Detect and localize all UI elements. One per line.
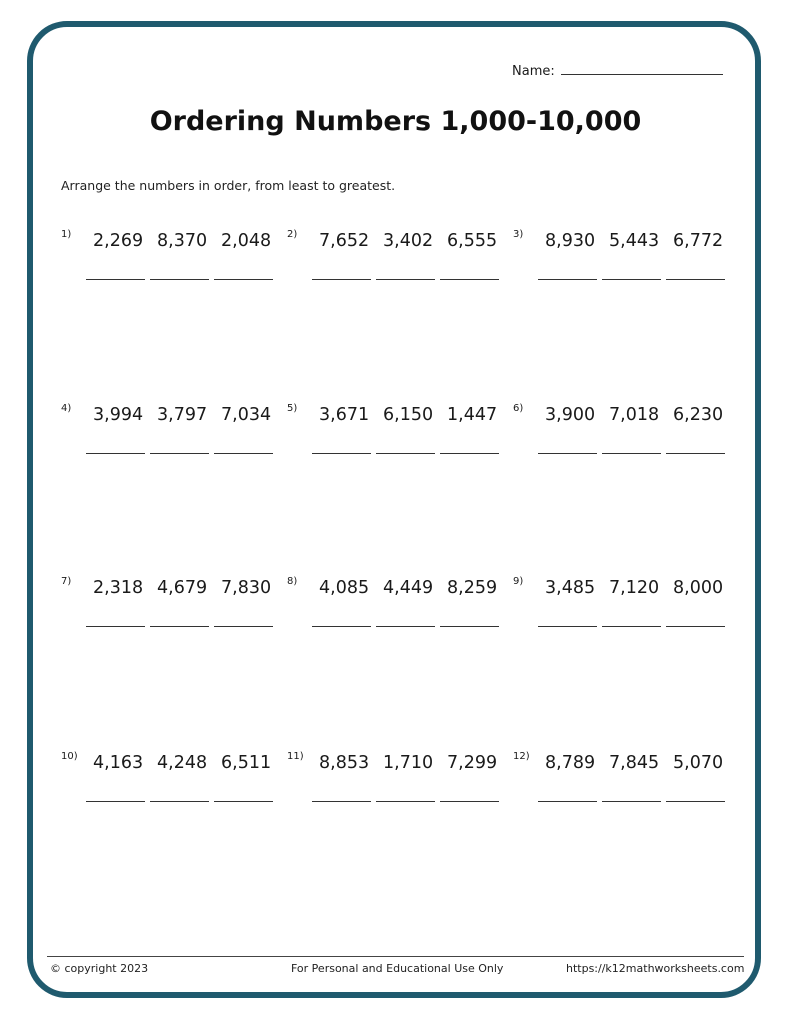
problem-value: 7,120 bbox=[609, 578, 660, 598]
problem-value: 8,259 bbox=[447, 578, 498, 598]
problem-number: 6) bbox=[513, 403, 524, 414]
problem-value: 6,230 bbox=[673, 405, 724, 425]
problem-value: 7,652 bbox=[319, 231, 370, 251]
problem-value: 5,070 bbox=[673, 753, 724, 773]
answer-blank[interactable] bbox=[440, 626, 499, 627]
problem-value: 4,085 bbox=[319, 578, 370, 598]
problem-value: 3,402 bbox=[383, 231, 434, 251]
answer-blank[interactable] bbox=[214, 801, 273, 802]
name-field bbox=[512, 62, 723, 79]
problem-number: 4) bbox=[61, 403, 72, 414]
problem-number: 11) bbox=[287, 751, 304, 762]
footer-usage: For Personal and Educational Use Only bbox=[291, 962, 504, 975]
problem-value: 2,048 bbox=[221, 231, 272, 251]
answer-blank[interactable] bbox=[214, 279, 273, 280]
problem-value: 6,511 bbox=[221, 753, 272, 773]
problem-number: 2) bbox=[287, 229, 298, 240]
problem-value: 4,679 bbox=[157, 578, 208, 598]
answer-blank[interactable] bbox=[376, 801, 435, 802]
problem-value: 3,797 bbox=[157, 405, 208, 425]
answer-blank[interactable] bbox=[602, 279, 661, 280]
answer-blank[interactable] bbox=[150, 453, 209, 454]
problem-value: 2,318 bbox=[93, 578, 144, 598]
answer-blank[interactable] bbox=[86, 626, 145, 627]
problem-value: 8,370 bbox=[157, 231, 208, 251]
answer-blank[interactable] bbox=[312, 279, 371, 280]
page-border bbox=[27, 21, 761, 998]
answer-blank[interactable] bbox=[602, 801, 661, 802]
answer-blank[interactable] bbox=[312, 453, 371, 454]
problem-value: 8,789 bbox=[545, 753, 596, 773]
problem-value: 8,930 bbox=[545, 231, 596, 251]
answer-blank[interactable] bbox=[86, 453, 145, 454]
answer-blank[interactable] bbox=[538, 626, 597, 627]
answer-blank[interactable] bbox=[440, 279, 499, 280]
problem-value: 3,994 bbox=[93, 405, 144, 425]
problem-10 bbox=[61, 753, 281, 833]
problem-value: 6,555 bbox=[447, 231, 498, 251]
problem-number: 8) bbox=[287, 576, 298, 587]
problem-number: 12) bbox=[513, 751, 530, 762]
problem-4 bbox=[61, 405, 281, 485]
instructions: Arrange the numbers in order, from least to greatest. bbox=[61, 178, 396, 193]
answer-blank[interactable] bbox=[150, 279, 209, 280]
answer-blank[interactable] bbox=[666, 279, 725, 280]
answer-blank[interactable] bbox=[666, 453, 725, 454]
answer-blank[interactable] bbox=[666, 626, 725, 627]
problem-number: 3) bbox=[513, 229, 524, 240]
problem-value: 6,150 bbox=[383, 405, 434, 425]
problem-value: 3,900 bbox=[545, 405, 596, 425]
problem-value: 3,671 bbox=[319, 405, 370, 425]
problem-number: 1) bbox=[61, 229, 72, 240]
problem-value: 7,018 bbox=[609, 405, 660, 425]
problem-12 bbox=[513, 753, 733, 833]
problem-2 bbox=[287, 231, 507, 311]
answer-blank[interactable] bbox=[150, 626, 209, 627]
answer-blank[interactable] bbox=[440, 801, 499, 802]
problem-value: 7,830 bbox=[221, 578, 272, 598]
problem-8 bbox=[287, 578, 507, 658]
problem-number: 5) bbox=[287, 403, 298, 414]
problem-value: 8,000 bbox=[673, 578, 724, 598]
problem-number: 10) bbox=[61, 751, 78, 762]
problem-value: 4,163 bbox=[93, 753, 144, 773]
answer-blank[interactable] bbox=[86, 279, 145, 280]
problem-value: 4,449 bbox=[383, 578, 434, 598]
problem-value: 1,447 bbox=[447, 405, 498, 425]
problem-value: 4,248 bbox=[157, 753, 208, 773]
answer-blank[interactable] bbox=[86, 801, 145, 802]
problem-number: 9) bbox=[513, 576, 524, 587]
answer-blank[interactable] bbox=[538, 453, 597, 454]
problem-value: 3,485 bbox=[545, 578, 596, 598]
answer-blank[interactable] bbox=[538, 801, 597, 802]
problem-value: 8,853 bbox=[319, 753, 370, 773]
problem-value: 2,269 bbox=[93, 231, 144, 251]
problem-number: 7) bbox=[61, 576, 72, 587]
answer-blank[interactable] bbox=[376, 626, 435, 627]
problem-9 bbox=[513, 578, 733, 658]
problem-value: 7,845 bbox=[609, 753, 660, 773]
problem-1 bbox=[61, 231, 281, 311]
answer-blank[interactable] bbox=[312, 626, 371, 627]
answer-blank[interactable] bbox=[150, 801, 209, 802]
problem-value: 6,772 bbox=[673, 231, 724, 251]
answer-blank[interactable] bbox=[376, 453, 435, 454]
answer-blank[interactable] bbox=[214, 453, 273, 454]
name-label: Name: bbox=[512, 64, 555, 79]
problem-value: 7,299 bbox=[447, 753, 498, 773]
footer-divider bbox=[47, 956, 744, 957]
problem-value: 1,710 bbox=[383, 753, 434, 773]
problem-value: 5,443 bbox=[609, 231, 660, 251]
problem-7 bbox=[61, 578, 281, 658]
problem-6 bbox=[513, 405, 733, 485]
answer-blank[interactable] bbox=[312, 801, 371, 802]
answer-blank[interactable] bbox=[602, 626, 661, 627]
answer-blank[interactable] bbox=[602, 453, 661, 454]
worksheet-title: Ordering Numbers 1,000-10,000 bbox=[149, 106, 642, 137]
problem-3 bbox=[513, 231, 733, 311]
problem-11 bbox=[287, 753, 507, 833]
answer-blank[interactable] bbox=[538, 279, 597, 280]
footer-url[interactable]: https://k12mathworksheets.com bbox=[566, 962, 745, 975]
answer-blank[interactable] bbox=[214, 626, 273, 627]
answer-blank[interactable] bbox=[440, 453, 499, 454]
answer-blank[interactable] bbox=[666, 801, 725, 802]
problem-5 bbox=[287, 405, 507, 485]
footer-copyright: © copyright 2023 bbox=[50, 962, 149, 975]
answer-blank[interactable] bbox=[376, 279, 435, 280]
name-blank-line[interactable] bbox=[561, 62, 723, 75]
problem-value: 7,034 bbox=[221, 405, 272, 425]
